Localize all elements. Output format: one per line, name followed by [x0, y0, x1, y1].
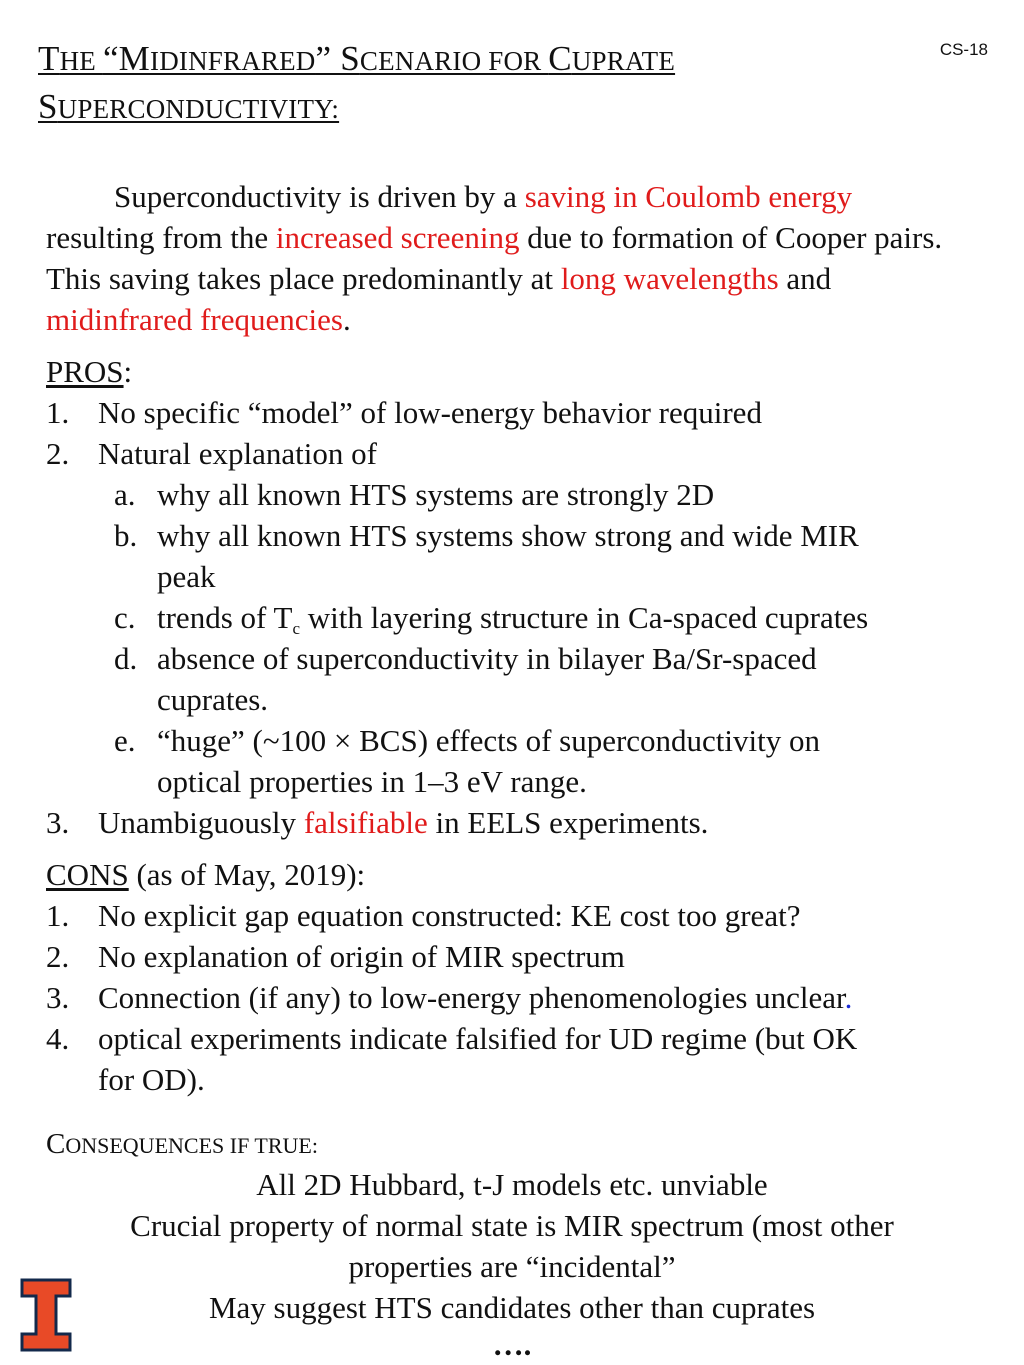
consequence-line-1: All 2D Hubbard, t-J models etc. unviable — [256, 1167, 768, 1202]
consequence-ellipsis: …. — [492, 1327, 532, 1362]
consequences-heading: CONSEQUENCES IF TRUE: — [46, 1128, 318, 1160]
cons-heading: CONS (as of May, 2019): — [46, 857, 366, 892]
consequence-line-3: properties are “incidental” — [348, 1249, 676, 1284]
pros-heading: PROS: — [46, 354, 133, 389]
slide-number: CS-18 — [939, 40, 988, 59]
highlight-wavelengths: long wavelengths — [560, 261, 779, 296]
university-logo-icon — [20, 1278, 72, 1352]
consequence-line-4: May suggest HTS candidates other than cuprates — [208, 1290, 816, 1325]
page-title: THE “MIDINFRARED” SCENARIO FOR CUPRATE SUPERCONDUCTIVITY: — [38, 39, 676, 126]
intro-paragraph: Superconductivity is driven by a saving in Coulomb energy resulting from the increased screening due to formation of Cooper pairs. This saving takes place predominantly at long wavelengths and midinfrared frequencies. — [46, 179, 943, 337]
highlight-falsifiable: falsifiable — [303, 805, 428, 840]
highlight-coulomb: saving in Coulomb energy — [524, 179, 853, 214]
highlight-screening: increased screening — [275, 220, 520, 255]
highlight-midinfrared: midinfrared frequencies — [46, 302, 343, 337]
consequence-line-2: Crucial property of normal state is MIR spectrum (most other — [130, 1208, 894, 1243]
